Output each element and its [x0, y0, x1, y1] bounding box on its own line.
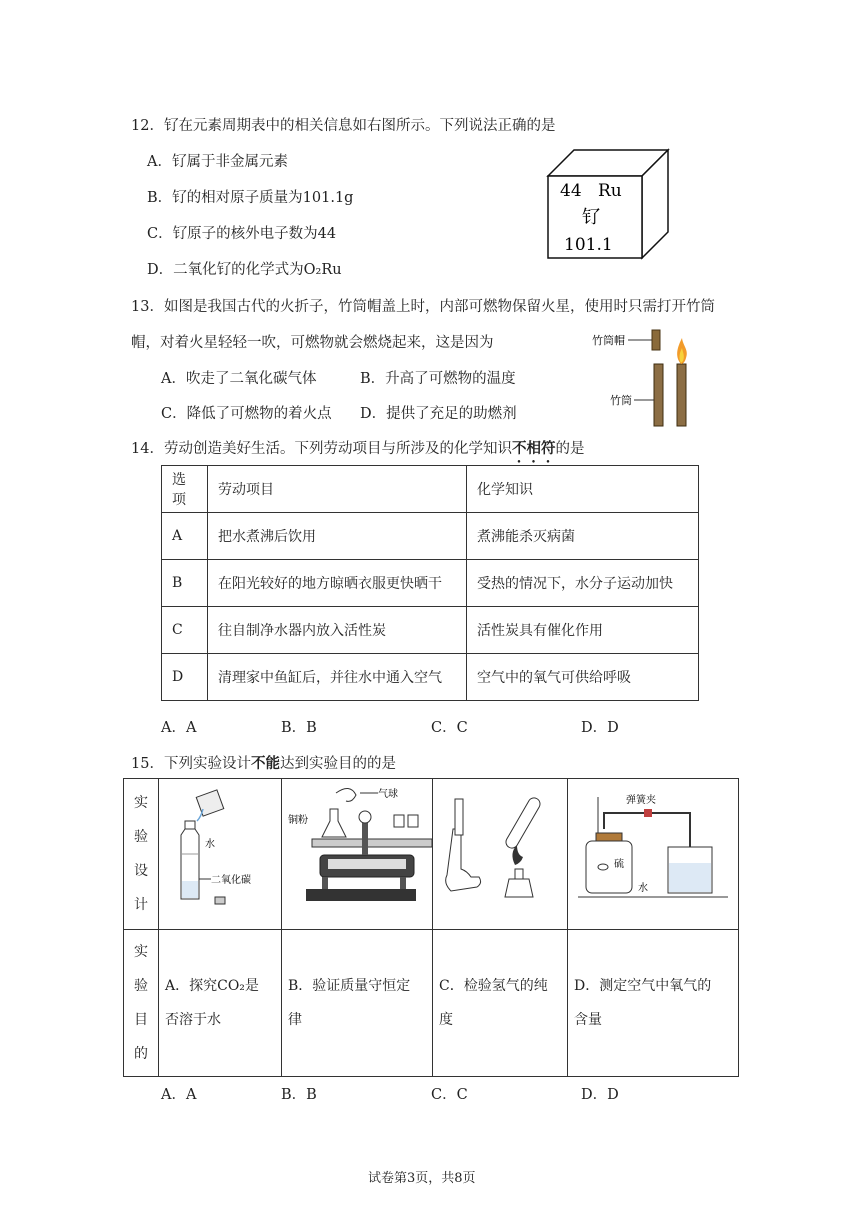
table-cell: A [162, 513, 208, 560]
label-copper: 铜粉 [288, 815, 308, 826]
q13-option-a: A．吹走了二氧化碳气体 [161, 371, 317, 387]
hydrogen-test-figure [433, 779, 567, 925]
label-co2: 二氧化碳 [211, 875, 251, 886]
design-c [433, 779, 568, 930]
table-cell: 把水煮沸后饮用 [208, 513, 467, 560]
q12-option-c: C．钌原子的核外电子数为44 [147, 226, 337, 242]
table-cell: 往自制净水器内放入活性炭 [208, 607, 467, 654]
element-symbol: Ru [598, 181, 622, 201]
label-water-d: 水 [638, 883, 648, 894]
page-footer: 试卷第3页，共8页 [368, 1171, 476, 1186]
q14-answer-b: B．B [281, 720, 317, 736]
table-cell: B [162, 560, 208, 607]
q12-option-b: B．钌的相对原子质量为101.1g [147, 190, 354, 206]
table-cell: C [162, 607, 208, 654]
label-sulfur: 硫 [614, 859, 624, 870]
table-cell: 在阳光较好的地方晾晒衣服更快晒干 [208, 560, 467, 607]
table-cell: 受热的情况下，水分子运动加快 [467, 560, 699, 607]
label-clamp: 弹簧夹 [626, 795, 656, 806]
q14-answer-a: A．A [161, 720, 197, 736]
table-cell: 清理家中鱼缸后，并往水中通入空气 [208, 654, 467, 701]
q12-option-a: A．钌属于非金属元素 [147, 154, 288, 170]
q13-option-c: C．降低了可燃物的着火点 [161, 406, 332, 422]
q15-stem: 15．下列实验设计不能达到实验目的的是 [131, 755, 396, 772]
balance-figure [282, 779, 432, 925]
label-water: 水 [205, 839, 215, 850]
q13-option-d: D．提供了充足的助燃剂 [360, 406, 517, 422]
table-row [162, 607, 699, 654]
table-row [162, 654, 699, 701]
element-name: 钌 [582, 207, 600, 228]
q14-answer-d: D．D [581, 720, 619, 736]
fire-starter-figure [590, 328, 700, 428]
tube-label: 竹筒 [610, 394, 632, 407]
q15-table [123, 778, 739, 1077]
design-d [568, 779, 739, 930]
header-cell: 劳动项目 [208, 466, 467, 513]
q12-stem: 12．钌在元素周期表中的相关信息如右图所示。下列说法正确的是 [131, 118, 556, 134]
label-balloon: 气球 [378, 789, 398, 800]
q14-table [161, 465, 699, 701]
q15-answer-b: B．B [281, 1087, 317, 1103]
cap-label: 竹筒帽 [592, 334, 625, 347]
q12-option-d: D．二氧化钌的化学式为O₂Ru [147, 262, 342, 278]
co2-bottle-figure [159, 779, 281, 925]
q13-stem-line2: 帽，对着火星轻轻一吹，可燃物就会燃烧起来，这是因为 [131, 335, 494, 351]
element-mass: 101.1 [564, 235, 613, 255]
q15-answer-a: A．A [161, 1087, 197, 1103]
purpose-header: 实 验 目 的 [124, 930, 159, 1077]
q15-answer-c: C．C [431, 1087, 468, 1103]
purpose-b: B．验证质量守恒定 律 [282, 930, 433, 1077]
table-cell: 空气中的氧气可供给呼吸 [467, 654, 699, 701]
q14-stem: 14．劳动创造美好生活。下列劳动项目与所涉及的化学知识不相符的是 [131, 440, 585, 457]
q15-answer-d: D．D [581, 1087, 619, 1103]
q15-emphasis: 不能 [250, 755, 280, 772]
design-a [159, 779, 282, 930]
q14-emphasis: 不相符 [511, 440, 556, 457]
design-row [124, 779, 739, 930]
table-cell: 煮沸能杀灭病菌 [467, 513, 699, 560]
element-number: 44 [560, 181, 582, 201]
purpose-d: D．测定空气中氧气的 含量 [568, 930, 739, 1077]
q14-answer-c: C．C [431, 720, 468, 736]
table-header-row [162, 466, 699, 513]
table-row [162, 560, 699, 607]
oxygen-content-figure [568, 779, 738, 925]
design-header: 实 验 设 计 [124, 779, 159, 930]
element-card [546, 148, 670, 260]
table-row [162, 513, 699, 560]
header-cell: 选项 [162, 466, 208, 513]
purpose-row [124, 930, 739, 1077]
q13-option-b: B．升高了可燃物的温度 [360, 371, 516, 387]
purpose-c: C．检验氢气的纯 度 [433, 930, 568, 1077]
header-cell: 化学知识 [467, 466, 699, 513]
table-cell: D [162, 654, 208, 701]
q13-stem-line1: 13．如图是我国古代的火折子，竹筒帽盖上时，内部可燃物保留火星，使用时只需打开竹筒 [131, 299, 715, 315]
purpose-a: A．探究CO₂是 否溶于水 [159, 930, 282, 1077]
design-b [282, 779, 433, 930]
table-cell: 活性炭具有催化作用 [467, 607, 699, 654]
